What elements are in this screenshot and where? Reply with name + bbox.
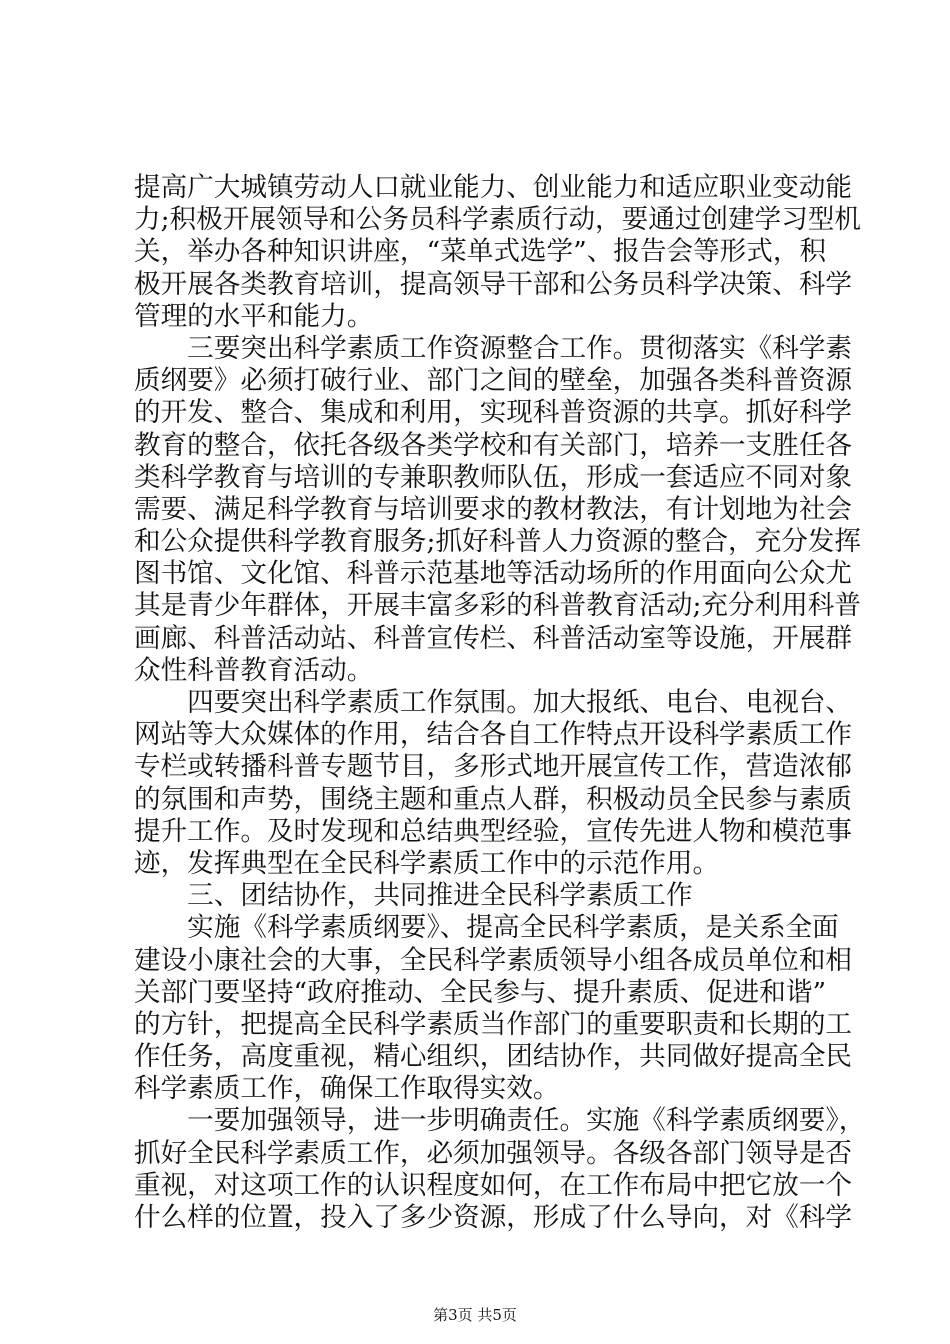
text-line: 建设小康社会的大事，全民科学素质领导小组各成员单位和相 bbox=[134, 944, 853, 976]
text-line: 一要加强领导，进一步明确责任。实施《科学素质纲要》， bbox=[134, 1105, 866, 1137]
text-line: 图书馆、文化馆、科普示范基地等活动场所的作用面向公众尤 bbox=[134, 558, 853, 590]
text-line: 三、团结协作，共同推进全民科学素质工作 bbox=[134, 880, 693, 912]
page-footer: 第3页 共5页 bbox=[433, 1306, 517, 1324]
text-line: 其是青少年群体，开展丰富多彩的科普教育活动;充分利用科普 bbox=[134, 590, 861, 622]
body-text bbox=[134, 172, 866, 1234]
text-line: 关，举办各种知识讲座，“菜单式选学”、报告会等形式，积 bbox=[134, 236, 827, 268]
text-line: 提升工作。及时发现和总结典型经验，宣传先进人物和模范事 bbox=[134, 815, 853, 847]
text-line: 专栏或转播科普专题节目，多形式地开展宣传工作，营造浓郁 bbox=[134, 751, 853, 783]
text-line: 抓好全民科学素质工作，必须加强领导。各级各部门领导是否 bbox=[134, 1137, 853, 1169]
text-line: 关部门要坚持“政府推动、全民参与、提升素质、促进和谐” bbox=[134, 976, 827, 1008]
text-line: 什么样的位置，投入了多少资源，形成了什么导向，对《科学 bbox=[134, 1202, 853, 1233]
text-line: 作任务，高度重视，精心组织，团结协作，共同做好提高全民 bbox=[134, 1041, 853, 1073]
text-line: 类科学教育与培训的专兼职教师队伍，形成一套适应不同对象 bbox=[134, 461, 853, 493]
text-line: 画廊、科普活动站、科普宣传栏、科普活动室等设施，开展群 bbox=[134, 622, 853, 654]
text-line: 质纲要》必须打破行业、部门之间的壁垒，加强各类科普资源 bbox=[134, 365, 853, 397]
text-line: 极开展各类教育培训，提高领导干部和公务员科学决策、科学 bbox=[134, 268, 853, 300]
text-line: 教育的整合，依托各级各类学校和有关部门，培养一支胜任各 bbox=[134, 429, 853, 461]
text-line: 的开发、整合、集成和利用，实现科普资源的共享。抓好科学 bbox=[134, 397, 853, 429]
text-line: 提高广大城镇劳动人口就业能力、创业能力和适应职业变动能 bbox=[134, 172, 853, 203]
text-line: 的氛围和声势，围绕主题和重点人群，积极动员全民参与素质 bbox=[134, 783, 853, 815]
text-line: 科学素质工作，确保工作取得实效。 bbox=[134, 1073, 560, 1105]
text-line: 重视，对这项工作的认识程度如何，在工作布局中把它放一个 bbox=[134, 1169, 853, 1201]
text-line: 需要、满足科学教育与培训要求的教材教法，有计划地为社会 bbox=[134, 493, 853, 525]
text-line: 和公众提供科学教育服务;抓好科普人力资源的整合，充分发挥 bbox=[134, 526, 861, 558]
text-line: 管理的水平和能力。 bbox=[134, 300, 374, 332]
text-line: 迹，发挥典型在全民科学素质工作中的示范作用。 bbox=[134, 847, 720, 879]
text-line: 三要突出科学素质工作资源整合工作。贯彻落实《科学素 bbox=[134, 332, 853, 364]
text-line: 力;积极开展领导和公务员科学素质行动，要通过创建学习型机 bbox=[134, 204, 861, 236]
text-line: 网站等大众媒体的作用，结合各自工作特点开设科学素质工作 bbox=[134, 719, 853, 751]
text-line: 的方针，把提高全民科学素质当作部门的重要职责和长期的工 bbox=[134, 1008, 853, 1040]
text-line: 众性科普教育活动。 bbox=[134, 654, 374, 686]
text-line: 实施《科学素质纲要》、提高全民科学素质，是关系全面 bbox=[134, 912, 839, 944]
text-line: 四要突出科学素质工作氛围。加大报纸、电台、电视台、 bbox=[134, 687, 853, 718]
